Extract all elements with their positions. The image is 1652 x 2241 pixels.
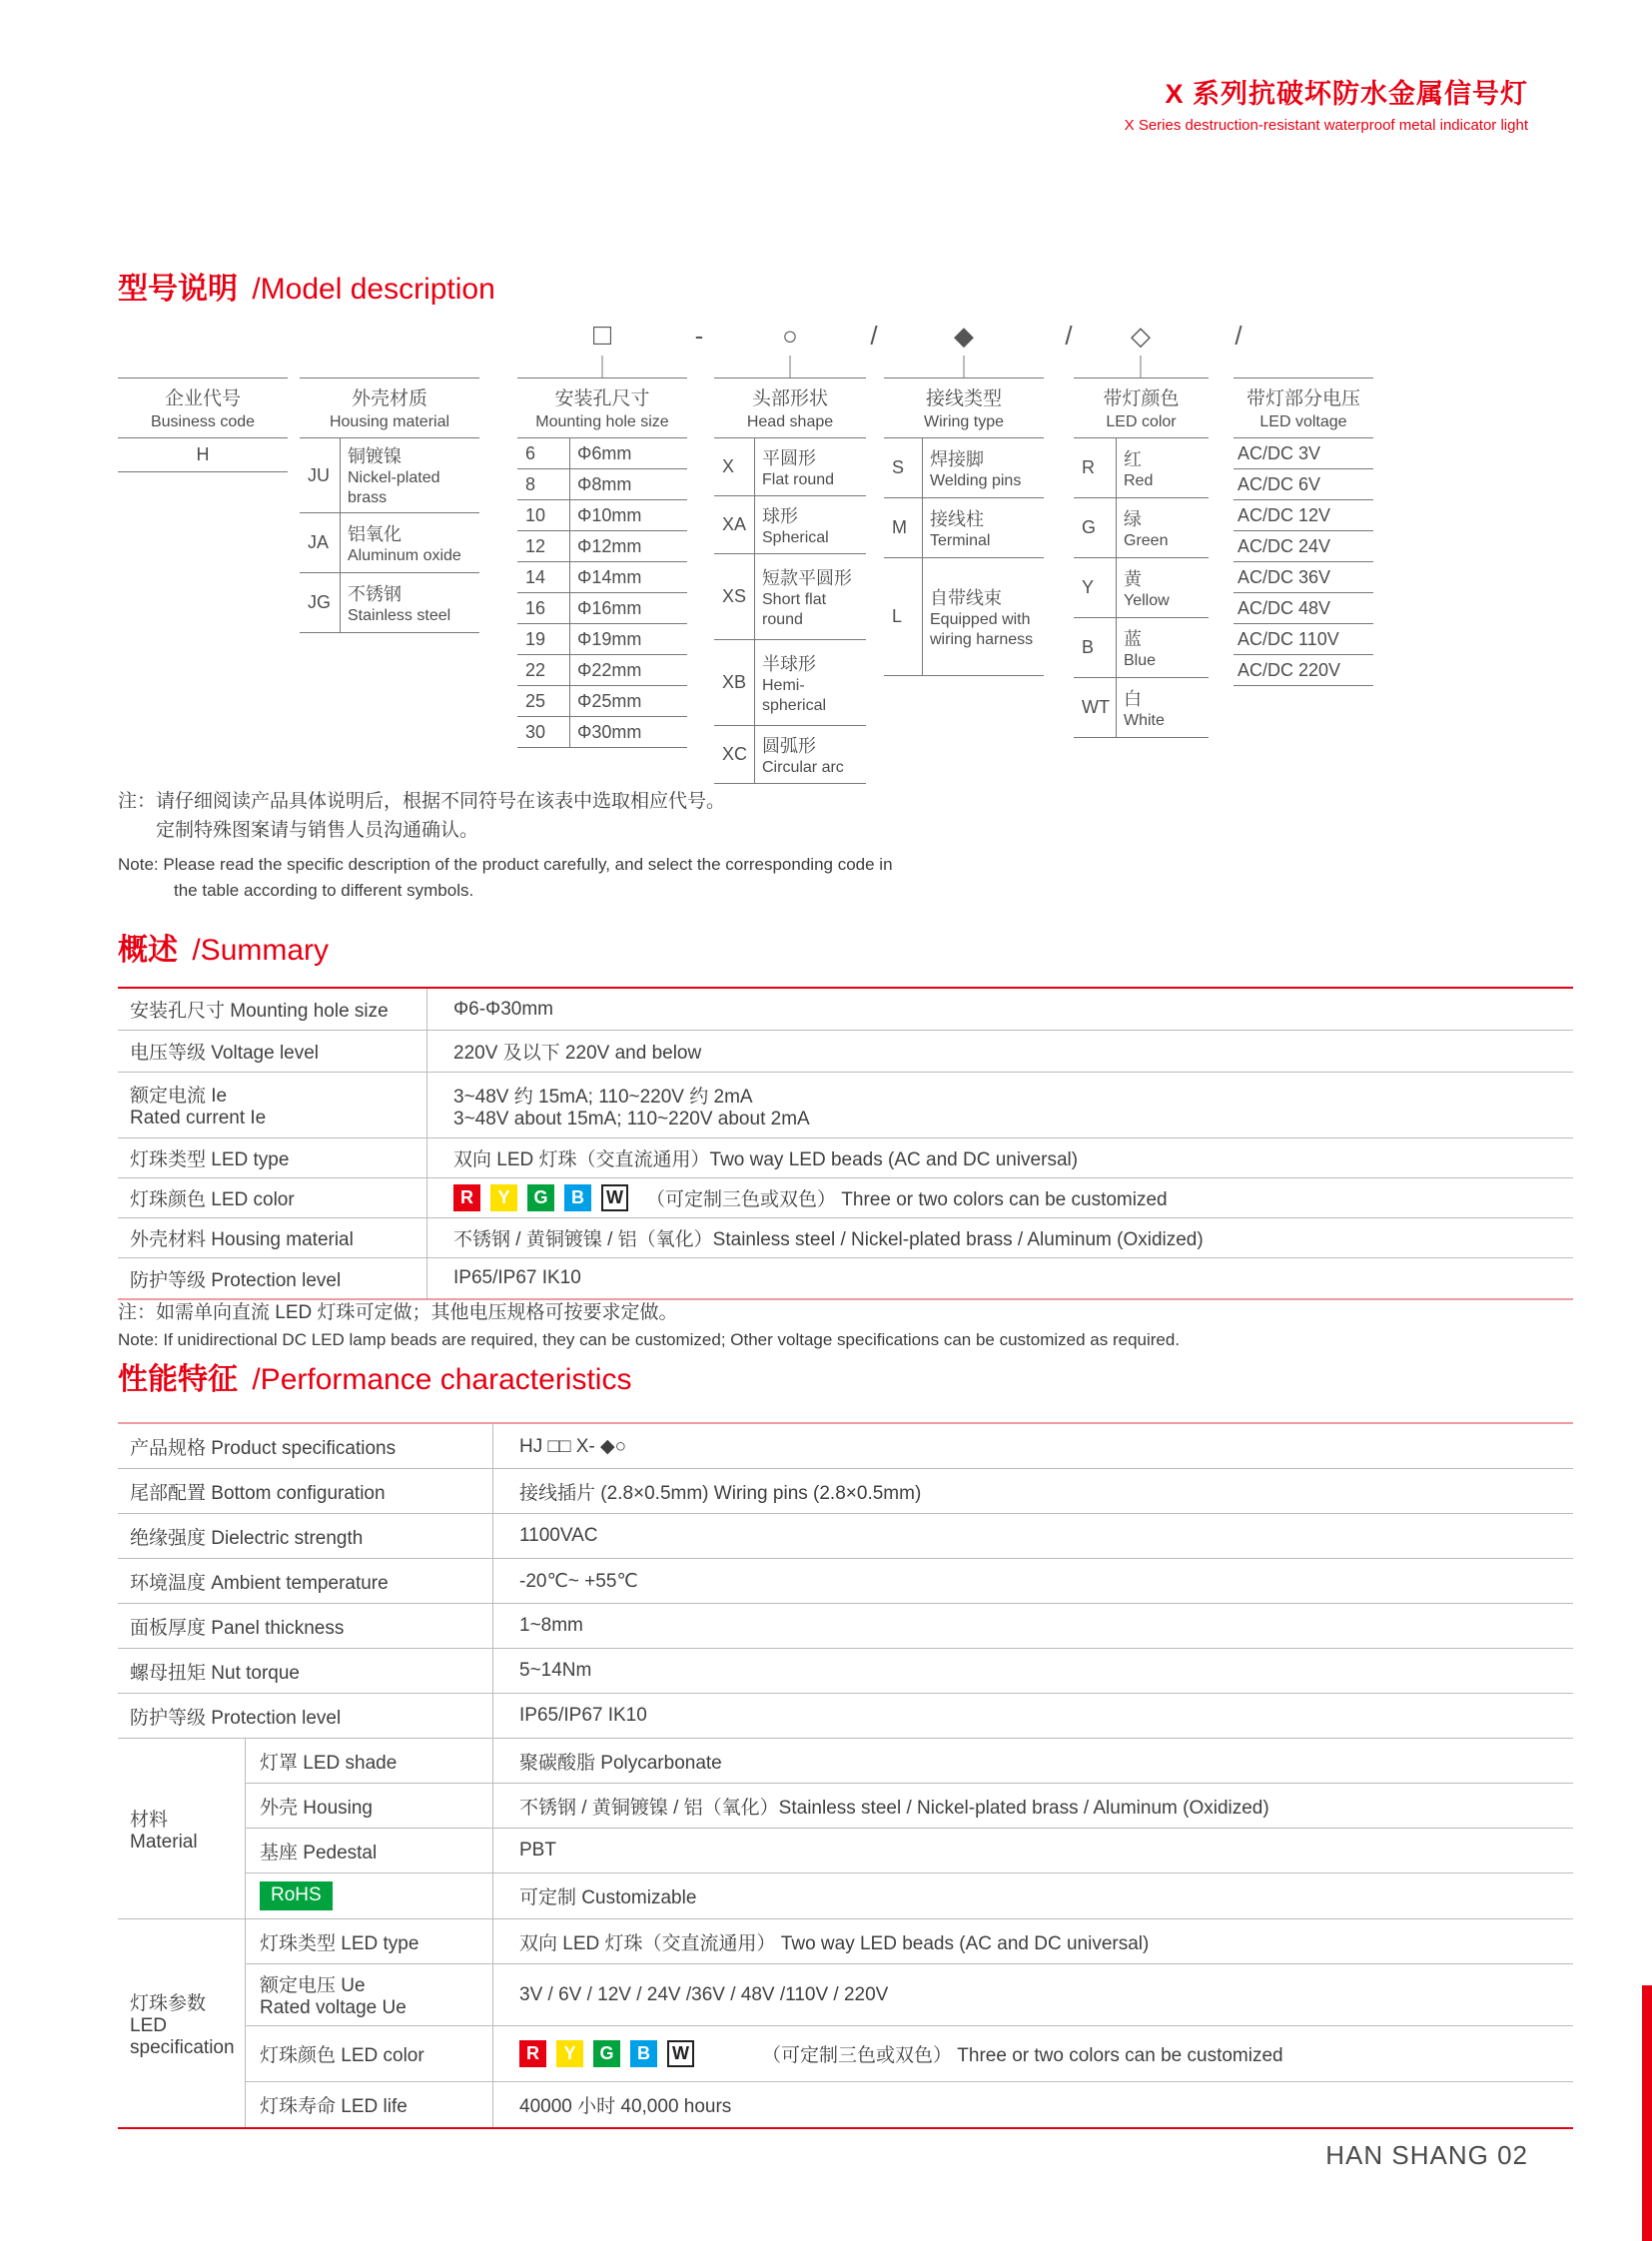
size-value: Φ14mm [577,566,642,587]
perf-row-dielectric-strength [118,1514,1573,1559]
model-col-head-shape [714,377,866,784]
rohs-badge: RoHS [260,1881,333,1910]
code-value: 30 [525,721,546,742]
code-symbol-slash-2: / [1065,321,1073,351]
row-label: 灯珠类型 LED type [246,1919,493,1963]
connector-line-head-shape [790,356,791,377]
model-row [517,655,687,686]
model-col-business-code [118,377,288,472]
label-cn: 蓝 [1124,628,1142,649]
label-cn: 短款平圆形 [762,567,852,588]
label-cn: 自带线束 [930,587,1002,608]
row-label: 面板厚度 Panel thickness [118,1604,493,1648]
group-label [118,1739,246,1918]
model-row [517,593,687,624]
model-col-led-color-header [1074,377,1209,438]
header-cn: 安装孔尺寸 [554,388,650,409]
row-label: 绝缘强度 Dielectric strength [118,1514,493,1558]
code-value: WT [1082,697,1110,717]
code-value: 16 [525,597,546,618]
model-row [1074,558,1209,618]
model-col-wiring-type [884,377,1044,676]
header-en: Wiring type [923,413,1005,430]
code-value: X [722,456,735,476]
model-note-en-1: Note: Please read the specific description of the product carefully, and select the corresponding code in [118,854,893,874]
row-label [118,1073,427,1137]
material-row-rohs [246,1873,1573,1918]
summary-row-led-color [118,1178,1573,1218]
perf-row-bottom-config [118,1469,1573,1514]
header-en: LED voltage [1259,413,1347,430]
voltage-row: AC/DC 24V [1234,531,1373,562]
label-line-2: Rated current Ie [130,1108,267,1128]
header-cn: 接线类型 [925,388,1002,409]
size-value: Φ6mm [577,442,632,463]
model-col-business-header [118,377,288,438]
label-en: Spherical [762,528,829,546]
label-en: Red [1124,471,1154,489]
perf-group-led-spec [118,1919,1573,2127]
label-cn: 焊接脚 [930,448,984,469]
row-value [427,1074,1573,1136]
voltage-row: AC/DC 36V [1234,562,1373,593]
model-col-led-voltage-header [1234,377,1373,438]
voltage-row: AC/DC 220V [1234,655,1373,686]
model-note-cn-2: 定制特殊图案请与销售人员沟通确认。 [156,820,479,842]
code-value: JU [308,464,330,485]
section-heading-summary-cn: 概述 [118,934,178,967]
perf-row-product-spec [118,1424,1573,1469]
led-row-life [246,2082,1573,2127]
label-en: Aluminum oxide [348,546,461,564]
model-row [517,469,687,500]
group-label-en-2: specification [130,2036,235,2058]
code-value: 22 [525,659,546,680]
row-label: 环境温度 Ambient temperature [118,1559,493,1603]
label-en: Stainless steel [348,606,451,624]
label-cn: 铝氧化 [348,523,402,544]
size-value: Φ19mm [577,628,642,649]
code-value: R [1082,457,1095,477]
summary-table [118,987,1573,1300]
summary-row-voltage-level [118,1031,1573,1073]
model-col-mounting-header [517,377,687,438]
model-row [517,531,687,562]
group-label [118,1919,246,2127]
code-value: B [1082,637,1095,657]
header-en: Head shape [746,413,834,430]
model-row [1074,498,1209,558]
model-note-en-2: the table according to different symbols. [174,881,474,901]
row-value: Φ6-Φ30mm [453,998,554,1020]
label-cn: 圆弧形 [762,735,816,756]
row-label: 灯罩 LED shade [246,1739,493,1783]
voltage-row: AC/DC 48V [1234,593,1373,624]
model-row [517,717,687,748]
header-cn: 企业代号 [164,388,241,409]
swatch-white: W [667,2040,694,2067]
perf-row-panel-thickness [118,1604,1573,1649]
row-value: 3V / 6V / 12V / 24V /36V / 48V /110V / 220V [519,1983,889,2005]
code-value: 12 [525,535,546,556]
led-color-note: （可定制三色或双色） Three or two colors can be customized [646,1189,1168,1210]
led-row-type [246,1919,1573,1964]
model-row [714,640,866,726]
size-value: Φ10mm [577,504,642,525]
row-label: 电压等级 Voltage level [118,1031,427,1072]
model-note-cn-1: 注：请仔细阅读产品具体说明后，根据不同符号在该表中选取相应代号。 [118,791,726,812]
row-label [246,1964,493,2025]
swatch-red: R [453,1184,480,1211]
code-value: G [1082,517,1097,537]
section-heading-model-cn: 型号说明 [118,273,238,306]
label-en: Nickel-plated brass [348,469,440,506]
label-en: Equipped with wiring harness [930,610,1034,648]
summary-notes [118,1298,1180,1354]
row-value: 双向 LED 灯珠（交直流通用）Two way LED beads (AC and DC universal) [453,1149,1079,1170]
model-row [1074,438,1209,498]
label-cn: 半球形 [762,653,816,674]
label-line-1: 额定电流 Ie [130,1086,228,1107]
label-en: Blue [1124,651,1157,669]
summary-row-housing-material [118,1218,1573,1258]
model-col-mounting-hole [517,377,687,748]
group-rows [246,1919,1573,2127]
connector-line-led-color [1141,356,1142,377]
led-color-note: （可定制三色或双色） Three or two colors can be customized [762,2045,1283,2066]
section-heading-performance-cn: 性能特征 [118,1363,238,1396]
label-cn: 不锈钢 [348,583,402,604]
header-en: Housing material [329,413,450,430]
row-label: 灯珠类型 LED type [118,1138,427,1177]
code-value: M [892,517,907,537]
model-col-head-shape-header [714,377,866,438]
label-cn: 黄 [1124,568,1142,589]
label-cn: 白 [1124,688,1142,709]
label-en: Flat round [762,470,835,488]
voltage-row: AC/DC 3V [1234,438,1373,469]
row-label: 安装孔尺寸 Mounting hole size [118,989,427,1030]
page-edge-red-bar [1642,1985,1652,2241]
performance-table [118,1422,1573,2129]
led-row-rated-voltage [246,1964,1573,2026]
label-en: Circular arc [762,758,844,776]
perf-row-ambient-temperature [118,1559,1573,1604]
model-row [118,438,288,472]
model-row [884,558,1044,676]
page-header [1125,72,1528,134]
code-value: 19 [525,628,546,649]
swatch-red: R [519,2040,546,2067]
swatch-white: W [601,1184,628,1211]
row-value: 不锈钢 / 黄铜镀镍 / 铝（氧化）Stainless steel / Nickel-plated brass / Aluminum (Oxidized) [453,1229,1204,1250]
code-value: 6 [525,442,536,463]
material-row-pedestal [246,1829,1573,1873]
label-cn: 铜镀镍 [348,446,402,466]
model-row [300,438,479,513]
page-subtitle: X Series destruction-resistant waterproof metal indicator light [1124,117,1528,134]
model-row [714,438,866,496]
row-value [493,2026,1573,2081]
header-en: Business code [150,413,256,430]
section-heading-summary [118,925,329,969]
label-en: White [1124,711,1165,729]
page-title: X 系列抗破坏防水金属信号灯 [1165,79,1528,109]
row-label [246,1873,493,1918]
summary-note-cn: 注：如需单向直流 LED 灯珠可定做；其他电压规格可按要求定做。 [118,1302,678,1323]
label-line-1: 额定电压 Ue [260,1975,366,1996]
row-label: 外壳 Housing [246,1784,493,1828]
row-value: PBT [519,1840,556,1861]
row-value: 不锈钢 / 黄铜镀镍 / 铝（氧化）Stainless steel / Nickel-plated brass / Aluminum (Oxidized) [519,1797,1269,1819]
label-en: Short flat round [762,590,827,628]
perf-group-material [118,1739,1573,1919]
model-row [517,686,687,717]
row-label: 产品规格 Product specifications [118,1424,493,1468]
row-value: 1100VAC [519,1525,598,1546]
summary-row-rated-current [118,1073,1573,1138]
header-en: Mounting hole size [535,413,669,430]
code-value: S [892,457,905,477]
led-color-swatches [453,1184,628,1211]
connector-line-wiring [964,356,965,377]
value-line-2: 3~48V about 15mA; 110~220V about 2mA [453,1109,810,1129]
code-value: XC [722,744,748,764]
model-col-housing-header [300,377,479,438]
code-symbol-square: □ [592,319,612,352]
voltage-row: AC/DC 110V [1234,624,1373,655]
summary-row-mounting-hole [118,989,1573,1031]
row-value: IP65/IP67 IK10 [453,1267,581,1288]
row-label: 尾部配置 Bottom configuration [118,1469,493,1513]
section-heading-model [118,264,495,308]
row-value: 接线插片 (2.8×0.5mm) Wiring pins (2.8×0.5mm) [519,1482,922,1504]
row-value: 5~14Nm [519,1660,592,1681]
footer-brand-page: HAN SHANG 02 [1325,2140,1528,2170]
model-row [517,562,687,593]
model-row [517,624,687,655]
led-color-swatches [519,2040,694,2067]
row-label: 灯珠颜色 LED color [246,2026,493,2081]
value-line-1: 3~48V 约 15mA; 110~220V 约 2mA [453,1087,753,1108]
row-value: IP65/IP67 IK10 [519,1705,647,1726]
group-label-cn: 灯珠参数 [130,1992,207,2014]
model-code-diagram [118,318,1573,795]
row-label: 灯珠颜色 LED color [118,1178,427,1217]
model-row [517,500,687,531]
label-en: Yellow [1124,591,1170,609]
row-label: 螺母扭矩 Nut torque [118,1649,493,1693]
model-row [884,498,1044,558]
group-label-en: Material [130,1831,198,1853]
code-value: H [196,444,210,464]
summary-note-en: Note: If unidirectional DC LED lamp beads are required, they can be customized; Other voltage specifications can be customized as required. [118,1330,1181,1350]
size-value: Φ25mm [577,690,642,711]
code-symbol-circle: ○ [782,321,798,351]
label-en: Green [1124,531,1169,549]
row-value: 40000 小时 40,000 hours [519,2096,732,2117]
code-symbol-slash-3: / [1235,321,1242,351]
code-value: L [892,606,903,626]
perf-row-nut-torque [118,1649,1573,1694]
code-value: 10 [525,504,546,525]
header-cn: 外壳材质 [351,388,427,409]
model-row [517,438,687,469]
label-en: Terminal [930,531,991,549]
section-heading-summary-en: /Summary [192,934,330,967]
code-symbol-dash: - [694,321,704,351]
swatch-blue: B [630,2040,657,2067]
label-cn: 平圆形 [762,447,816,468]
section-heading-model-en: /Model description [252,273,495,306]
material-row-housing [246,1784,1573,1829]
material-row-led-shade [246,1739,1573,1784]
header-cn: 带灯颜色 [1103,388,1180,409]
swatch-yellow: Y [490,1184,517,1211]
model-col-led-color [1074,377,1209,738]
code-value: 25 [525,690,546,711]
code-symbol-diamond-filled: ◆ [954,321,974,351]
summary-row-led-type [118,1138,1573,1178]
group-label-en-1: LED [130,2014,167,2036]
label-en: Welding pins [930,471,1022,489]
header-cn: 带灯部分电压 [1245,388,1360,409]
code-symbol-slash-1: / [870,321,878,351]
swatch-green: G [593,2040,620,2067]
model-row [714,554,866,640]
swatch-yellow: Y [556,2040,583,2067]
model-row [300,573,479,633]
row-value: 1~8mm [519,1615,583,1636]
model-row [884,438,1044,498]
row-value: 可定制 Customizable [519,1887,697,1908]
voltage-row: AC/DC 6V [1234,469,1373,500]
row-value: -20℃~ +55℃ [519,1570,638,1592]
row-label: 灯珠寿命 LED life [246,2082,493,2127]
size-value: Φ22mm [577,659,642,680]
header-en: LED color [1106,413,1177,430]
model-col-wiring-header [884,377,1044,438]
row-label: 防护等级 Protection level [118,1694,493,1738]
group-label-cn: 材料 [130,1809,169,1831]
connector-line-mounting [602,356,603,377]
row-value: 220V 及以下 220V and below [453,1043,702,1064]
summary-row-protection-level [118,1258,1573,1298]
model-row [714,726,866,784]
label-cn: 绿 [1124,508,1142,529]
row-value: 双向 LED 灯珠（交直流通用） Two way LED beads (AC and DC universal) [519,1932,1150,1954]
section-heading-performance [118,1354,631,1398]
label-en: Hemi-spherical [762,676,827,714]
size-value: Φ12mm [577,535,642,556]
led-row-color [246,2026,1573,2082]
code-value: 8 [525,473,536,494]
code-value: JG [308,592,332,612]
model-row [1074,618,1209,678]
model-row [300,513,479,573]
model-col-housing-material [300,377,479,633]
size-value: Φ16mm [577,597,642,618]
label-cn: 红 [1124,448,1142,469]
code-symbol-diamond-open: ◇ [1131,321,1151,351]
swatch-green: G [527,1184,554,1211]
row-value [427,1178,1573,1217]
row-value: 聚碳酸脂 Polycarbonate [519,1752,722,1774]
voltage-row: AC/DC 12V [1234,500,1373,531]
label-cn: 接线柱 [930,508,984,529]
swatch-blue: B [564,1184,591,1211]
header-cn: 头部形状 [751,388,828,409]
row-label: 防护等级 Protection level [118,1258,427,1298]
model-row [1074,678,1209,738]
code-value: JA [308,532,330,552]
code-value: XS [722,586,747,606]
code-value: XB [722,672,747,692]
perf-row-protection-level [118,1694,1573,1739]
section-heading-performance-en: /Performance characteristics [252,1363,632,1396]
row-label: 基座 Pedestal [246,1829,493,1872]
code-value: XA [722,514,747,534]
row-label: 外壳材料 Housing material [118,1218,427,1257]
row-value: HJ □□ X- ◆○ [519,1435,627,1457]
group-rows [246,1739,1573,1918]
code-value: 14 [525,566,546,587]
model-notes [118,787,893,905]
code-value: Y [1082,577,1095,597]
size-value: Φ8mm [577,473,632,494]
label-cn: 球形 [762,505,798,526]
model-col-led-voltage [1234,377,1373,686]
model-row [714,496,866,554]
label-line-2: Rated voltage Ue [260,1997,407,2018]
size-value: Φ30mm [577,721,642,742]
